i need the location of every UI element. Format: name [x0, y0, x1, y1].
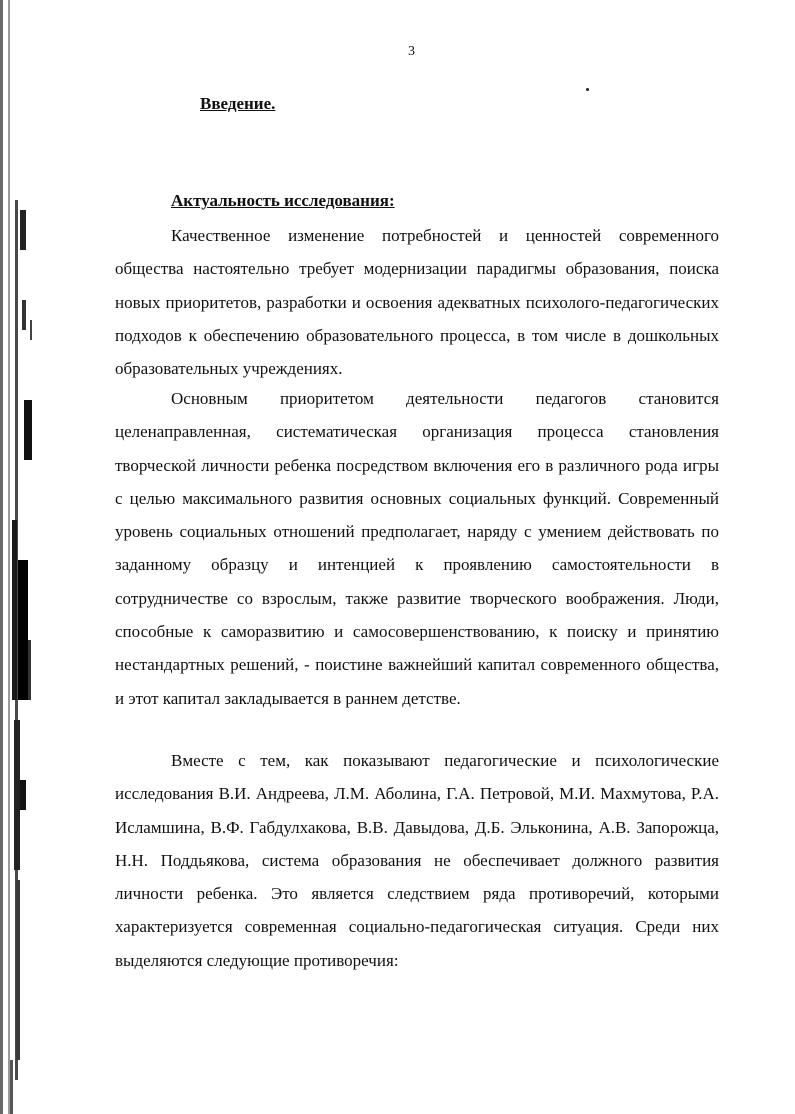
paragraph-3: Вместе с тем, как показывают педагогические и психологические исследования В.И. Андреева, Л.М. Аболина, Г.А. Петровой, М.И. Махмутова, Р.А. Исламшина, В.Ф. Габдулхакова, В.В. Давыдова, Д.Б. Эльконина, А.В. Запорожца, Н.Н. Поддьякова, система образования не обеспечивает должного развития личности ребенка. Это является следствием ряда противоречий, которыми характеризуется современная социально-педагогическая ситуация. Среди них выделяются следующие противоречия:: [115, 751, 719, 970]
scan-speck: [586, 88, 589, 91]
introduction-heading: Введение.: [200, 94, 276, 113]
relevance-heading: Актуальность исследования:: [171, 191, 395, 210]
scan-edge-artifact: [0, 0, 40, 1114]
paragraph-1: Качественное изменение потребностей и ценностей современного общества настоятельно требует модернизации парадигмы образования, поиска новых приоритетов, разработки и освоения адекватных психолого-педагогических подходов к обеспечению образовательного процесса, в том числе в дошкольных образовательных учреждениях.: [115, 226, 719, 379]
paragraph-2: Основным приоритетом деятельности педагогов становится целенаправленная, систематическая организация процесса становления творческой личности ребенка посредством включения его в различного рода игры с целью максимального развития основных социальных функций. Современный уровень социальных отношений предполагает, наряду с умением действовать по заданному образцу и интенцией к проявлению самостоятельности в сотрудничестве со взрослым, также развитие творческого воображения. Люди, способные к саморазвитию и самосовершенствованию, к поиску и принятию нестандартных решений, - поистине важнейший капитал современного общества, и этот капитал закладывается в раннем детстве.: [115, 389, 719, 708]
page-number: 3: [408, 44, 415, 59]
